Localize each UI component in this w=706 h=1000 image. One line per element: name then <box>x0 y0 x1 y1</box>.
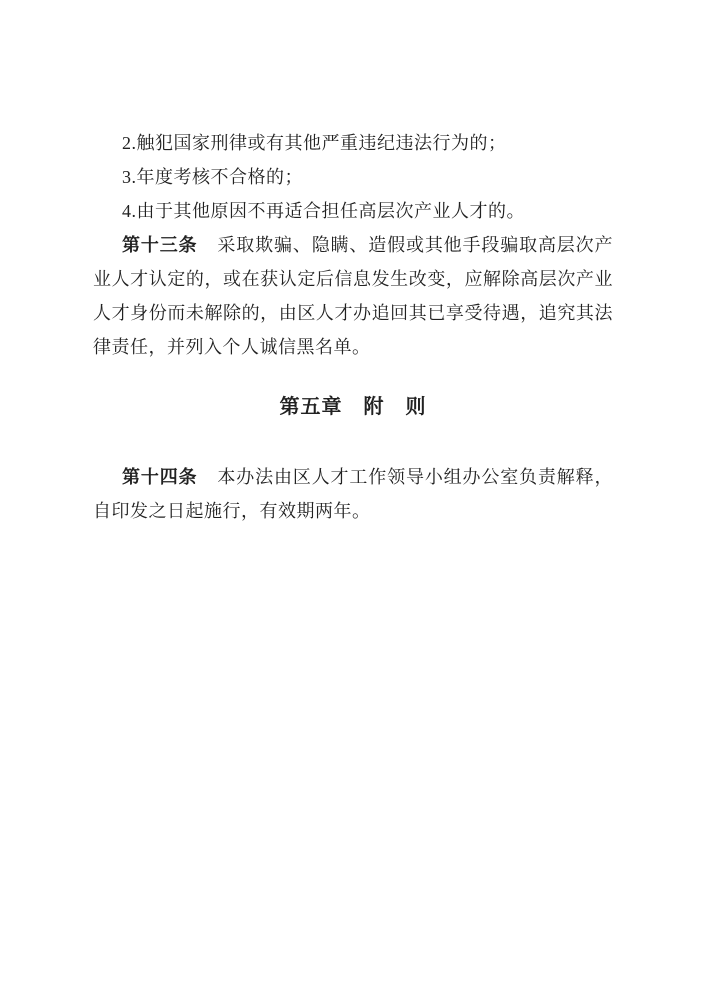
document-content <box>93 126 613 528</box>
article-13-line-4: 律责任，并列入个人诚信黑名单。 <box>93 337 371 357</box>
article-13-text-1: 采取欺骗、隐瞒、造假或其他手段骗取高层次产 <box>217 235 614 255</box>
list-item-2: 2.触犯国家刑律或有其他严重违纪违法行为的； <box>122 133 507 153</box>
list-item-3: 3.年度考核不合格的； <box>122 167 303 187</box>
article-13-line-3: 人才身份而未解除的，由区人才办追回其已享受待遇，追究其法 <box>93 303 613 323</box>
article-13-paragraph <box>93 228 613 364</box>
article-14-paragraph <box>93 460 613 528</box>
article-14-label: 第十四条 <box>122 467 198 487</box>
article-14-text-1: 本办法由区人才工作领导小组办公室负责解释， <box>217 467 614 487</box>
article-13-label: 第十三条 <box>122 235 198 255</box>
article-14-line-2: 自印发之日起施行，有效期两年。 <box>93 501 371 521</box>
article-13-line-2: 业人才认定的，或在获认定后信息发生改变，应解除高层次产业 <box>93 269 613 289</box>
article-13-line-1 <box>93 228 613 262</box>
chapter-heading: 第五章 附 则 <box>279 396 427 418</box>
list-item-4: 4.由于其他原因不再适合担任高层次产业人才的。 <box>122 201 525 221</box>
article-14-line-1 <box>93 460 613 494</box>
